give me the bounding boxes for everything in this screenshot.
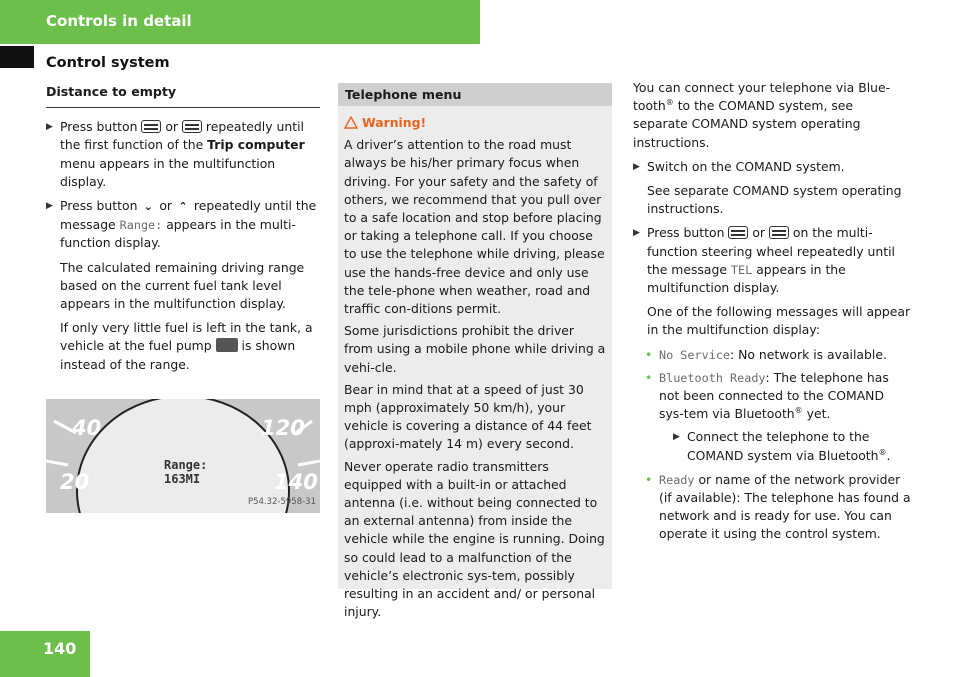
antenna-paragraph: Never operate radio transmitters equipped with a built-in or attached antenna (i.e. without being connected to an external antenna) from inside the vehicle while the engine is running. Doing so could lead to a malfunction of the vehicle’s electronic sys-tem, possibly resulting in an accident and/ or personal injury. <box>344 458 605 620</box>
telephone-menu-box <box>338 83 612 620</box>
step-note: See separate COMAND system operating instructions. <box>647 183 902 217</box>
step-range: ▶ Press button ⌄ or ⌃ repeatedly until the message Range: appears in the multi-function display. <box>46 198 317 251</box>
speed-paragraph: Bear in mind that at a speed of just 30 mph (approximately 50 km/h), your vehicle is covering a distance of 44 feet (approxi-mately 14 m) every second. <box>344 381 592 452</box>
figure-code: P54.32-5958-31 <box>247 496 316 507</box>
arrow-icon: ▶ <box>633 228 640 239</box>
substep-connect: ▶ Connect the telephone to the COMAND system via Bluetooth®. <box>673 429 891 463</box>
page-number-tab <box>0 631 90 677</box>
display-message: Range: <box>119 218 163 233</box>
fuel-pump-icon <box>216 338 238 352</box>
warning-paragraph: A driver’s attention to the road must always be his/her primary focus when driving. For your safety and the safety of others, we recommend that you pull over to a safe location and stop before placing or taking a telephone call. If you choose to use the telephone while driving, please use the hands-free device and only use the tele-phone when weather, road and traffic con-ditions permit. <box>344 137 605 317</box>
speed-140-label: 140 <box>274 469 318 494</box>
speed-20-label: 20 <box>60 469 90 494</box>
arrow-icon: ▶ <box>673 432 680 443</box>
intro-paragraph: You can connect your telephone via Blue-tooth® to the COMAND system, see separate COMAND system operating instructions. <box>633 80 891 150</box>
list-item: • No Service: No network is available. <box>633 346 911 364</box>
instrument-cluster-image <box>46 399 320 513</box>
arrow-icon: ▶ <box>46 122 53 133</box>
step-press-button: ▶ Press button or on the multi-function steering wheel repeatedly until the message TEL appears in the multifunction display. <box>633 225 895 296</box>
section-tab <box>0 0 480 44</box>
menu-button-icon <box>141 120 161 133</box>
list-item: • Bluetooth Ready: The telephone has not been connected to the COMAND sys-tem via Bluetooth® yet. <box>645 369 889 422</box>
step-switch-on: ▶ Switch on the COMAND system. <box>633 158 911 176</box>
bullet-icon: • <box>645 369 653 385</box>
warning-triangle-icon <box>344 116 358 134</box>
arrow-icon: ▶ <box>633 161 640 172</box>
down-chevron-icon: ⌃ <box>178 200 188 214</box>
jurisdiction-paragraph: Some jurisdictions prohibit the driver from using a mobile phone while driving a vehi-cle. <box>344 323 606 375</box>
up-chevron-icon: ⌄ <box>143 200 153 214</box>
arrow-icon: ▶ <box>46 201 53 212</box>
section-marker <box>0 46 34 68</box>
column-bluetooth <box>633 79 911 549</box>
speed-120-label: 120 <box>261 415 305 440</box>
warning-title: Warning! <box>344 114 606 134</box>
section-tab-label: Controls in detail <box>46 12 192 30</box>
fuel-pump-paragraph: If only very little fuel is left in the tank, a vehicle at the fuel pump is shown instead of the range. <box>60 320 313 372</box>
page-number: 140 <box>43 639 77 658</box>
step-trip-computer: ▶ Press button or repeatedly until the first function of the Trip computer menu appears in the multifunction display. <box>46 119 305 189</box>
menu-button-icon <box>769 226 789 239</box>
display-message: TEL <box>730 262 753 277</box>
heading-telephone-menu: Telephone menu <box>338 83 612 106</box>
column-distance-to-empty <box>46 83 320 513</box>
speed-40-label: 40 <box>72 415 102 440</box>
list-item: • Ready or name of the network provider (if available): The telephone has found a network and is ready for use. You can operate it using the control system. <box>645 471 911 542</box>
bullet-icon: • <box>645 346 653 362</box>
menu-button-icon <box>728 226 748 239</box>
menu-button-icon <box>182 120 202 133</box>
range-paragraph: The calculated remaining driving range based on the current fuel tank level appears in the multifunction display. <box>60 259 305 312</box>
bullet-icon: • <box>645 471 653 487</box>
messages-intro: One of the following messages will appear in the multifunction display: <box>647 304 911 338</box>
page-title: Control system <box>46 55 170 71</box>
heading-distance-to-empty: Distance to empty <box>46 83 320 108</box>
range-readout: Range: 163MI <box>164 457 208 486</box>
